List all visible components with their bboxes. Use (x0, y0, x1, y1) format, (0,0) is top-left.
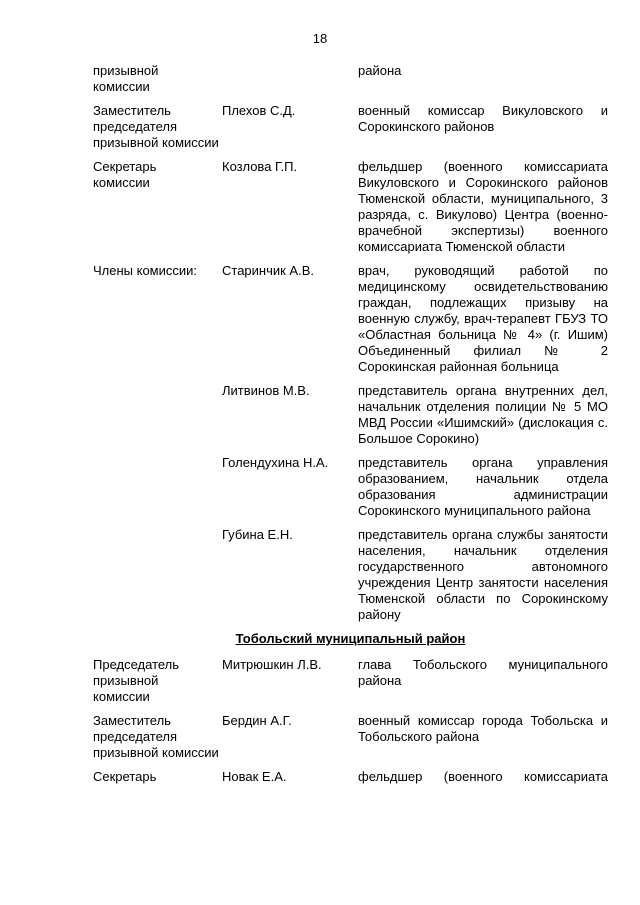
page-number: 18 (312, 31, 328, 46)
role-cell: Заместитель председателя призывной комиссии (93, 713, 219, 760)
position-cell: военный комиссар города Тобольска и Тобольского района (358, 713, 608, 744)
position-cell: района (358, 63, 402, 78)
name-cell: Старинчик А.В. (222, 263, 314, 278)
table-row (93, 455, 608, 519)
name-cell: Новак Е.А. (222, 769, 287, 784)
role-cell: Секретарь (93, 769, 157, 784)
role-cell (93, 455, 222, 519)
table-row (93, 159, 608, 255)
table-row (93, 383, 608, 447)
role-cell: Члены комиссии: (93, 263, 198, 278)
name-cell: Голендухина Н.А. (222, 455, 329, 470)
table-row (93, 527, 608, 623)
role-cell: Секретарь комиссии (93, 159, 157, 190)
table-row (93, 769, 608, 785)
role-cell (93, 383, 222, 447)
commission-list (93, 63, 608, 793)
position-cell: фельдшер (военного комиссариата (358, 769, 608, 784)
name-cell: Козлова Г.П. (222, 159, 298, 174)
table-row (93, 103, 608, 151)
name-cell: Бердин А.Г. (222, 713, 292, 728)
role-cell (93, 527, 222, 623)
position-cell: представитель органа службы занятости населения, начальник отделения государственного автономного учреждения Центр занятости населения Тюменской области по Сорокинскому району (358, 527, 608, 622)
position-cell: врач, руководящий работой по медицинскому освидетельствованию граждан, подлежащих призыву на военную службу, врач-терапевт ГБУЗ ТО «Областная больница № 4» (г. Ишим) Объединенный филиал № 2 Сорокинская районная больница (358, 263, 608, 374)
role-cell: Председатель призывной комиссии (93, 657, 180, 704)
position-cell: представитель органа управления образованием, начальник отдела образования администрации Сорокинского муниципального района (358, 455, 608, 518)
table-row (93, 63, 608, 95)
name-cell: Митрюшкин Л.В. (222, 657, 322, 672)
position-cell: военный комиссар Викуловского и Сорокинского районов (358, 103, 608, 134)
table-row (93, 713, 608, 761)
role-cell: Заместитель председателя призывной комиссии (93, 103, 219, 150)
name-cell: Плехов С.Д. (222, 103, 296, 118)
role-cell: призывной комиссии (93, 63, 159, 94)
section-title: Тобольский муниципальный район (235, 631, 466, 646)
table-row (93, 263, 608, 375)
position-cell: фельдшер (военного комиссариата Викуловского и Сорокинского районов Тюменской области, муниципального, 3 разряда, с. Викулово) Центра (военно-врачебной экспертизы) военного комиссариата Тюменской области (358, 159, 608, 254)
name-cell: Губина Е.Н. (222, 527, 293, 542)
name-cell: Литвинов М.В. (222, 383, 310, 398)
table-row (93, 657, 608, 705)
position-cell: глава Тобольского муниципального района (358, 657, 608, 688)
name-cell (203, 63, 358, 95)
position-cell: представитель органа внутренних дел, начальник отделения полиции № 5 МО МВД России «Ишимский» (дислокация с. Большое Сорокино) (358, 383, 608, 446)
